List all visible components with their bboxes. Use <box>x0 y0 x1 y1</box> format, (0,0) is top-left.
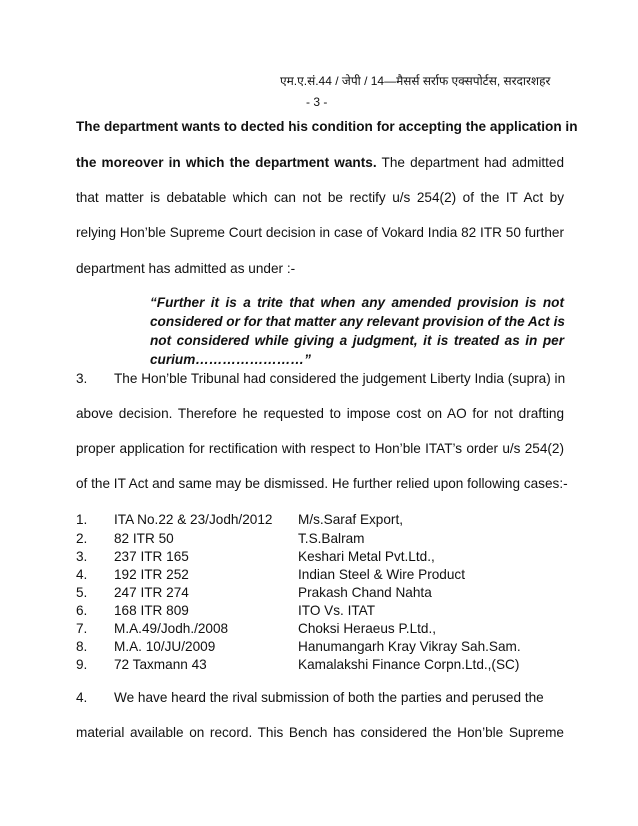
case-number: 8. <box>76 639 88 654</box>
para-line: proper application for rectification with respect to Hon’ble ITAT’s order u/s 254(2) <box>76 441 564 456</box>
case-number: 9. <box>76 657 88 672</box>
para-number: 3. <box>76 371 88 386</box>
case-citation: ITA No.22 & 23/Jodh/2012 <box>114 512 273 527</box>
case-number: 6. <box>76 603 88 618</box>
case-citation: 237 ITR 165 <box>114 549 189 564</box>
case-citation: 82 ITR 50 <box>114 531 174 546</box>
para-line: material available on record. This Bench has considered the Hon’ble Supreme <box>76 725 564 740</box>
quote-line: not considered while giving a judgment, it is treated as in per <box>150 333 564 348</box>
para-text: The department had admitted <box>381 155 565 170</box>
para-line: The department wants to dected his condition for accepting the application in <box>76 119 578 134</box>
case-number: 1. <box>76 512 88 527</box>
para-line: relying Hon’ble Supreme Court decision in case of Vokard India 82 ITR 50 further <box>76 225 564 240</box>
case-party: Choksi Heraeus P.Ltd., <box>298 621 437 636</box>
case-number: 3. <box>76 549 88 564</box>
para-line: of the IT Act and same may be dismissed. He further relied upon following cases:- <box>76 476 568 491</box>
para-number: 4. <box>76 690 88 705</box>
quote-line: “Further it is a trite that when any amended provision is not <box>150 295 564 310</box>
case-citation: 72 Taxmann 43 <box>114 657 207 672</box>
case-citation: 168 ITR 809 <box>114 603 189 618</box>
case-party: Kamalakshi Finance Corpn.Ltd.,(SC) <box>298 657 520 672</box>
para-line: The Hon’ble Tribunal had considered the judgement Liberty India (supra) in <box>114 371 566 386</box>
para-bold-text: the moreover in which the department wants. <box>76 155 377 170</box>
case-party: T.S.Balram <box>298 531 365 546</box>
para-line: department has admitted as under :- <box>76 261 296 276</box>
case-number: 2. <box>76 531 88 546</box>
para-line: We have heard the rival submission of both the parties and perused the <box>114 690 544 705</box>
case-number: 4. <box>76 567 88 582</box>
case-number: 7. <box>76 621 88 636</box>
para-line: that matter is debatable which can not be rectify u/s 254(2) of the IT Act by <box>76 190 564 205</box>
case-party: Indian Steel & Wire Product <box>298 567 465 582</box>
case-party: M/s.Saraf Export, <box>298 512 404 527</box>
para-line: above decision. Therefore he requested to impose cost on AO for not drafting <box>76 406 564 421</box>
page-header-reference: एम.ए.सं.44 / जेपी / 14—मैसर्स सर्राफ एक्सपोर्टस, सरदारशहर <box>280 74 551 88</box>
case-citation: 247 ITR 274 <box>114 585 189 600</box>
case-citation: 192 ITR 252 <box>114 567 189 582</box>
case-citation: M.A.49/Jodh./2008 <box>114 621 229 636</box>
case-citation: M.A. 10/JU/2009 <box>114 639 216 654</box>
quote-line: curium……………………” <box>150 352 311 367</box>
case-party: ITO Vs. ITAT <box>298 603 376 618</box>
case-party: Prakash Chand Nahta <box>298 585 432 600</box>
case-number: 5. <box>76 585 88 600</box>
para-line <box>76 155 564 170</box>
case-party: Hanumangarh Kray Vikray Sah.Sam. <box>298 639 521 654</box>
case-party: Keshari Metal Pvt.Ltd., <box>298 549 435 564</box>
page-number: - 3 - <box>306 95 328 109</box>
quote-line: considered or for that matter any relevant provision of the Act is <box>150 314 565 329</box>
